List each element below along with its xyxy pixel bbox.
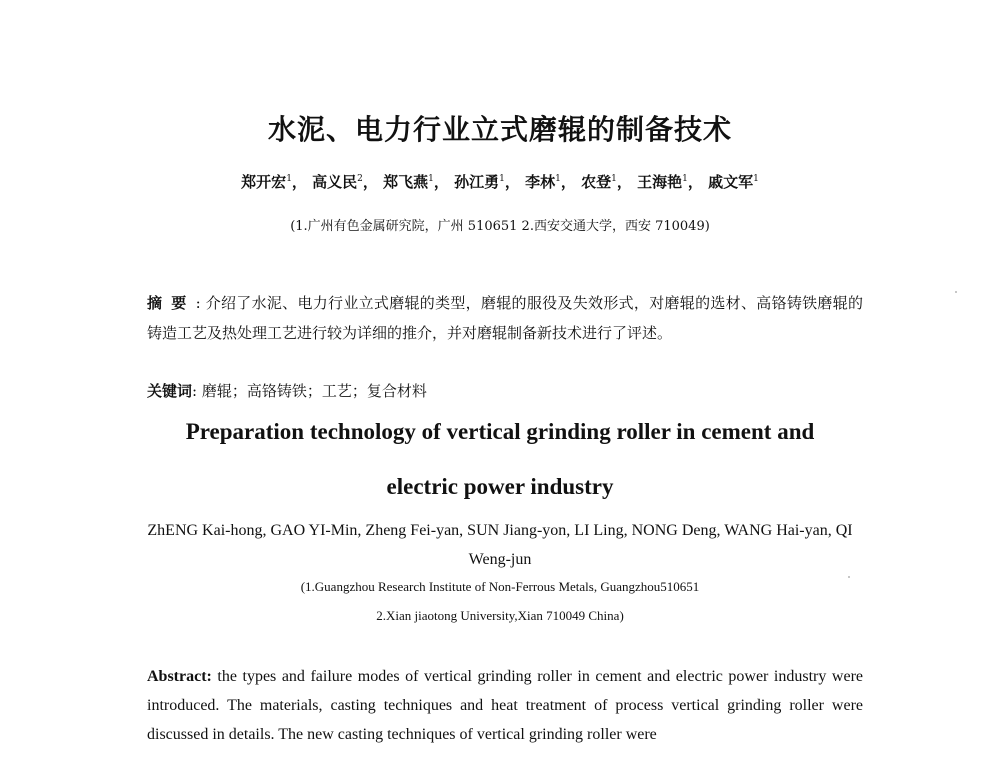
author-affiliation-mark: 1: [428, 174, 434, 184]
author-affiliation-mark: 1: [682, 174, 688, 184]
author: [241, 173, 292, 191]
author-name: 高义民: [312, 173, 358, 191]
chinese-abstract-text: 介绍了水泥、电力行业立式磨辊的类型，磨辊的服役及失效形式，对磨辊的选材、高铬铸铁磨辊的铸造工艺及热处理工艺进行较为详细的推介，并对磨辊制备新技术进行了评述。: [147, 294, 863, 342]
author-name: 孙江勇: [454, 173, 500, 191]
author-affiliation-mark: 1: [555, 174, 561, 184]
chinese-author-list: 郑开宏$^1$， 高义民$^2$， 郑飞燕$^1$， 孙江勇$^1$， 李林$^1$， 农登$^1$， 王海艳$^1$， 戚文军$^1$: [241, 173, 759, 191]
english-title-line-1: Preparation technology of vertical grinding roller in cement and: [185, 419, 815, 444]
author: [637, 173, 688, 191]
english-title-line-2: electric power industry: [386, 474, 614, 499]
author-name: 王海艳: [637, 173, 683, 191]
chinese-keywords-text: 磨辊；高铬铸铁；工艺；复合材料: [201, 382, 427, 400]
author-affiliation-mark: 1: [286, 174, 292, 184]
author: [708, 173, 759, 191]
author-name: 郑飞燕: [383, 173, 429, 191]
author: [383, 173, 434, 191]
english-abstract-label: Abstract:: [147, 668, 212, 685]
author-affiliation-mark: 1: [753, 174, 759, 184]
english-author-list: ZhENG Kai-hong, GAO YI-Min, Zheng Fei-yan, SUN Jiang-yon, LI Ling, NONG Deng, WANG Hai-yan, QI Weng-jun: [147, 522, 853, 568]
author: [581, 173, 617, 191]
author-name: 郑开宏: [241, 173, 287, 191]
chinese-keywords-label: 关键词: [147, 382, 193, 400]
chinese-affiliation: (1.广州有色金属研究院，广州 510651 2.西安交通大学，西安 710049): [290, 219, 710, 234]
chinese-abstract: 摘要: 介绍了水泥、电力行业立式磨辊的类型，磨辊的服役及失效形式，对磨辊的选材、高铬铸铁磨辊的铸造工艺及热处理工艺进行较为详细的推介，并对磨辊制备新技术进行了评述。: [147, 294, 863, 342]
author-name: 戚文军: [708, 173, 754, 191]
author-name: 农登: [581, 173, 612, 191]
chinese-keywords: 关键词: 磨辊；高铬铸铁；工艺；复合材料: [147, 382, 427, 400]
author-affiliation-mark: 2: [357, 174, 363, 184]
english-abstract-text: the types and failure modes of vertical grinding roller in cement and electric power industry were introduced. The materials, casting techniques and heat treatment of process vertical grinding roller were discussed in details. The new casting techniques of vertical grinding roller were: [147, 668, 864, 743]
author-affiliation-mark: 1: [611, 174, 617, 184]
author-name: 李林: [525, 173, 556, 191]
author: [454, 173, 505, 191]
english-affiliation-line-2: 2.Xian jiaotong University,Xian 710049 China): [376, 608, 624, 623]
scan-speck: [848, 576, 850, 578]
author-affiliation-mark: 1: [499, 174, 505, 184]
english-affiliation-line-1: (1.Guangzhou Research Institute of Non-Ferrous Metals, Guangzhou510651: [300, 579, 700, 594]
author: [525, 173, 561, 191]
scan-speck: [955, 291, 957, 293]
chinese-abstract-label: 摘要: [147, 294, 196, 312]
chinese-title: 水泥、电力行业立式磨辊的制备技术: [267, 113, 732, 146]
english-abstract: [147, 662, 863, 749]
author: [312, 173, 363, 191]
